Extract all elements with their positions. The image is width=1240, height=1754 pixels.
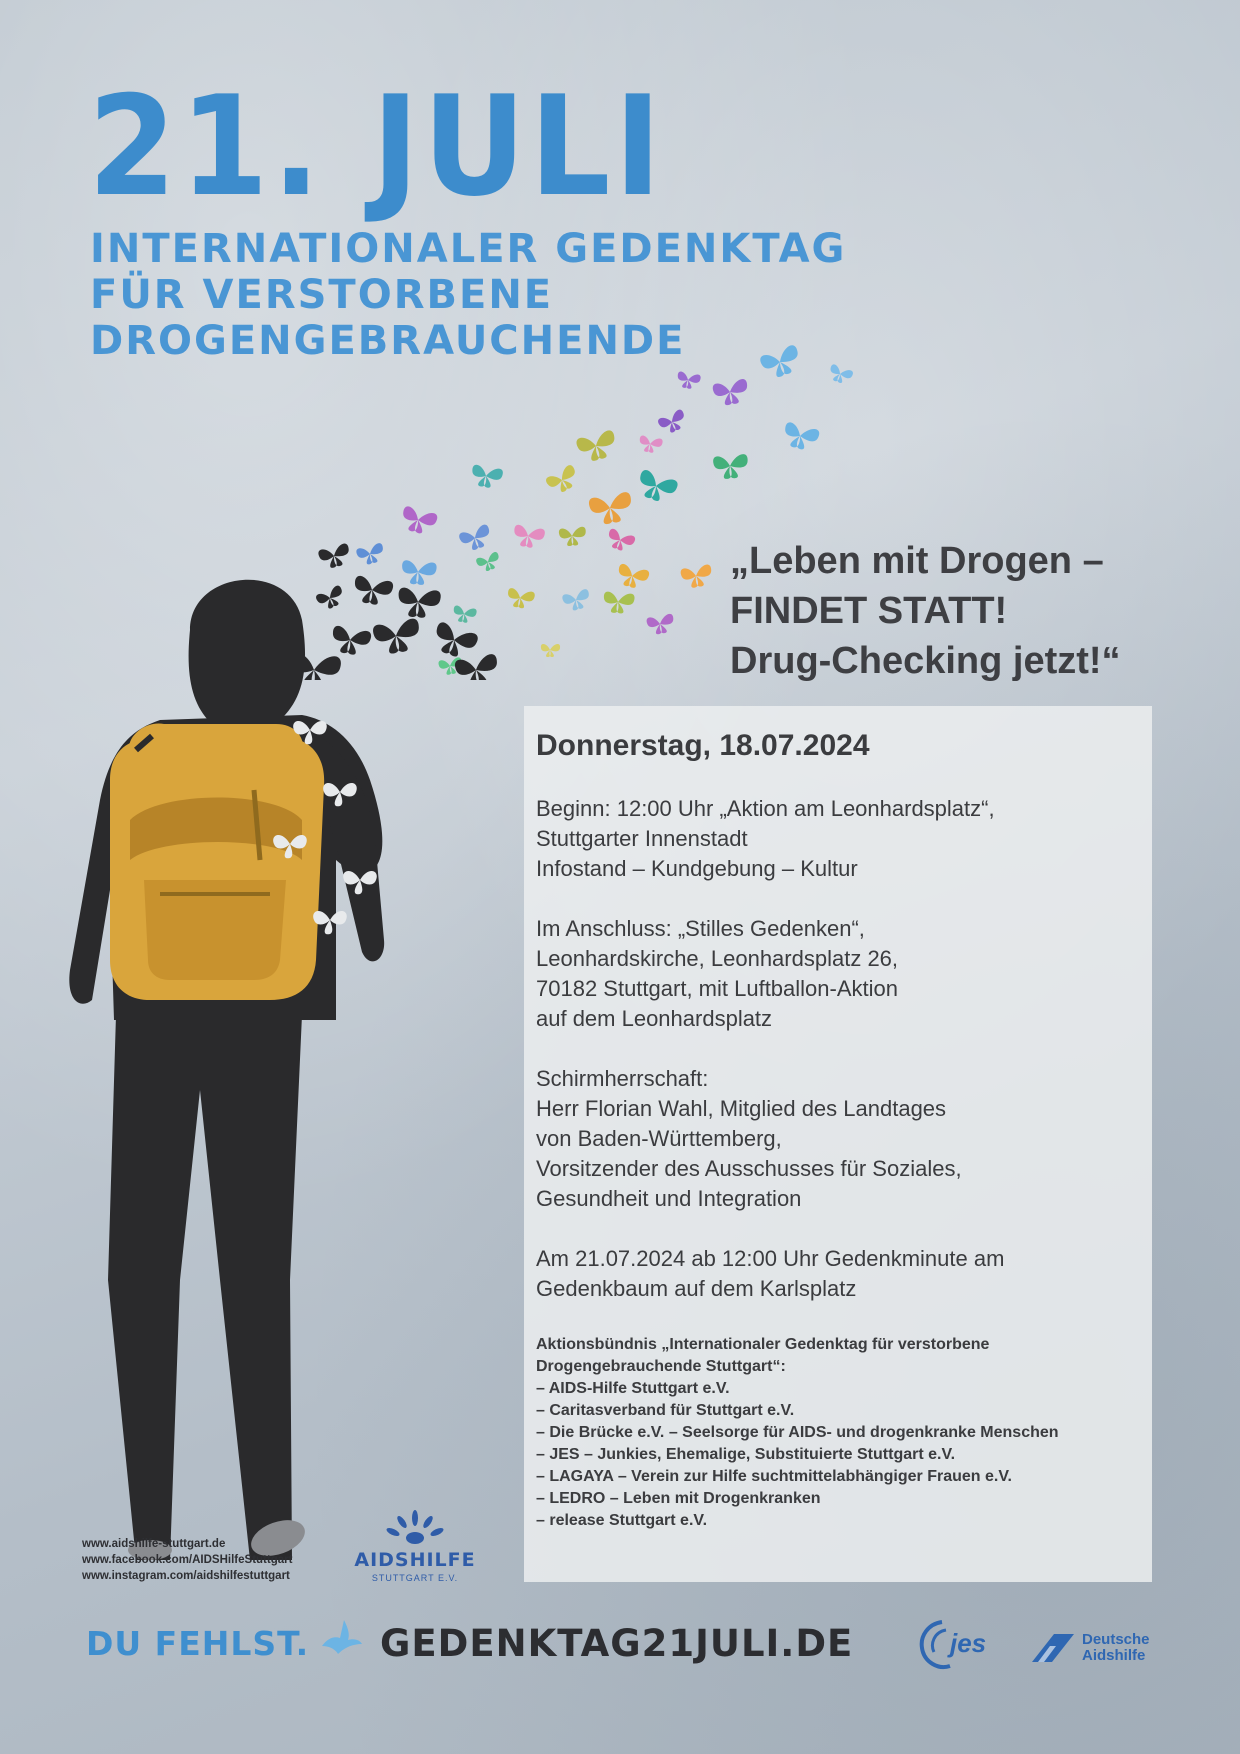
alliance-line: – LEDRO – Leben mit Drogenkranken — [536, 1490, 821, 1507]
deutsche-aidshilfe-logo — [1028, 1631, 1150, 1669]
jes-logo-text: jes — [950, 1628, 987, 1658]
event-line: Im Anschluss: „Stilles Gedenken“, — [536, 916, 865, 941]
aidshilfe-stuttgart-logo — [345, 1510, 485, 1583]
alliance-line: – LAGAYA – Verein zur Hilfe suchtmittelabhängiger Frauen e.V. — [536, 1468, 1012, 1485]
event-line: Infostand – Kundgebung – Kultur — [536, 856, 858, 881]
website-link[interactable]: www.aidshilfe-stuttgart.de — [82, 1538, 226, 1550]
event-block-patronage — [536, 1064, 1140, 1214]
dah-logo-text — [1082, 1632, 1150, 1664]
event-line: Vorsitzender des Ausschusses für Soziales, — [536, 1156, 962, 1181]
event-block-remembrance — [536, 914, 1140, 1034]
event-line: Leonhardskirche, Leonhardsplatz 26, — [536, 946, 899, 971]
dah-logo-line: Aidshilfe — [1082, 1647, 1146, 1664]
event-line: Beginn: 12:00 Uhr „Aktion am Leonhardsplatz“, — [536, 796, 995, 821]
quote-line: FINDET STATT! — [730, 590, 1008, 632]
event-line: 70182 Stuttgart, mit Luftballon-Aktion — [536, 976, 898, 1001]
alliance-line: – JES – Junkies, Ehemalige, Substituierte Stuttgart e.V. — [536, 1446, 956, 1463]
subtitle-line: DROGENGEBRAUCHENDE — [90, 318, 686, 364]
alliance-line: – AIDS-Hilfe Stuttgart e.V. — [536, 1380, 730, 1397]
social-links — [82, 1536, 292, 1584]
aidshilfe-logo-name: AIDSHILFE — [354, 1549, 476, 1571]
event-line: von Baden-Württemberg, — [536, 1126, 782, 1151]
alliance-line: – Caritasverband für Stuttgart e.V. — [536, 1402, 795, 1419]
event-line: Am 21.07.2024 ab 12:00 Uhr Gedenkminute am — [536, 1246, 1005, 1271]
quote-line: „Leben mit Drogen – — [730, 540, 1104, 582]
alliance-line: – Die Brücke e.V. – Seelsorge für AIDS- und drogenkranke Menschen — [536, 1424, 1059, 1441]
backpack-icon — [110, 723, 324, 1000]
alliance-line: Aktionsbündnis „Internationaler Gedenktag für verstorbene — [536, 1336, 990, 1353]
dah-mark-icon — [1028, 1632, 1078, 1664]
event-date: Donnerstag, 18.07.2024 — [536, 729, 870, 762]
event-line: Schirmherrschaft: — [536, 1066, 709, 1091]
facebook-link[interactable]: www.facebook.com/AIDSHilfeStuttgart — [82, 1554, 293, 1566]
event-line: Gedenkbaum auf dem Karlsplatz — [536, 1276, 857, 1301]
slogan: DU FEHLST. — [86, 1624, 310, 1663]
alliance-line: – release Stuttgart e.V. — [536, 1512, 708, 1529]
campaign-website[interactable]: GEDENKTAG21JULI.DE — [380, 1622, 854, 1665]
event-block-start — [536, 794, 1140, 884]
dah-logo-line: Deutsche — [1082, 1631, 1150, 1648]
event-info-box — [524, 706, 1152, 1582]
bird-icon — [318, 1616, 364, 1656]
subtitle-line: INTERNATIONALER GEDENKTAG — [90, 226, 847, 272]
event-line: auf dem Leonhardsplatz — [536, 1006, 773, 1031]
aidshilfe-logo-city: STUTTGART E.V. — [371, 1573, 459, 1583]
event-line: Stuttgarter Innenstadt — [536, 826, 748, 851]
instagram-link[interactable]: www.instagram.com/aidshilfestuttgart — [82, 1570, 290, 1582]
subtitle-line: FÜR VERSTORBENE — [90, 272, 554, 318]
alliance-line: Drogengebrauchende Stuttgart“: — [536, 1358, 786, 1375]
headline-date: 21. JULI — [88, 66, 666, 227]
event-block-memorial-minute — [536, 1244, 1140, 1304]
event-line: Herr Florian Wahl, Mitglied des Landtages — [536, 1096, 947, 1121]
walking-figure-illustration — [40, 560, 470, 1560]
quote-line: Drug-Checking jetzt!“ — [730, 640, 1121, 682]
jes-logo — [916, 1618, 987, 1677]
sunburst-icon — [380, 1510, 450, 1544]
event-line: Gesundheit und Integration — [536, 1186, 802, 1211]
quote — [730, 536, 1121, 686]
alliance-list — [536, 1334, 1140, 1532]
